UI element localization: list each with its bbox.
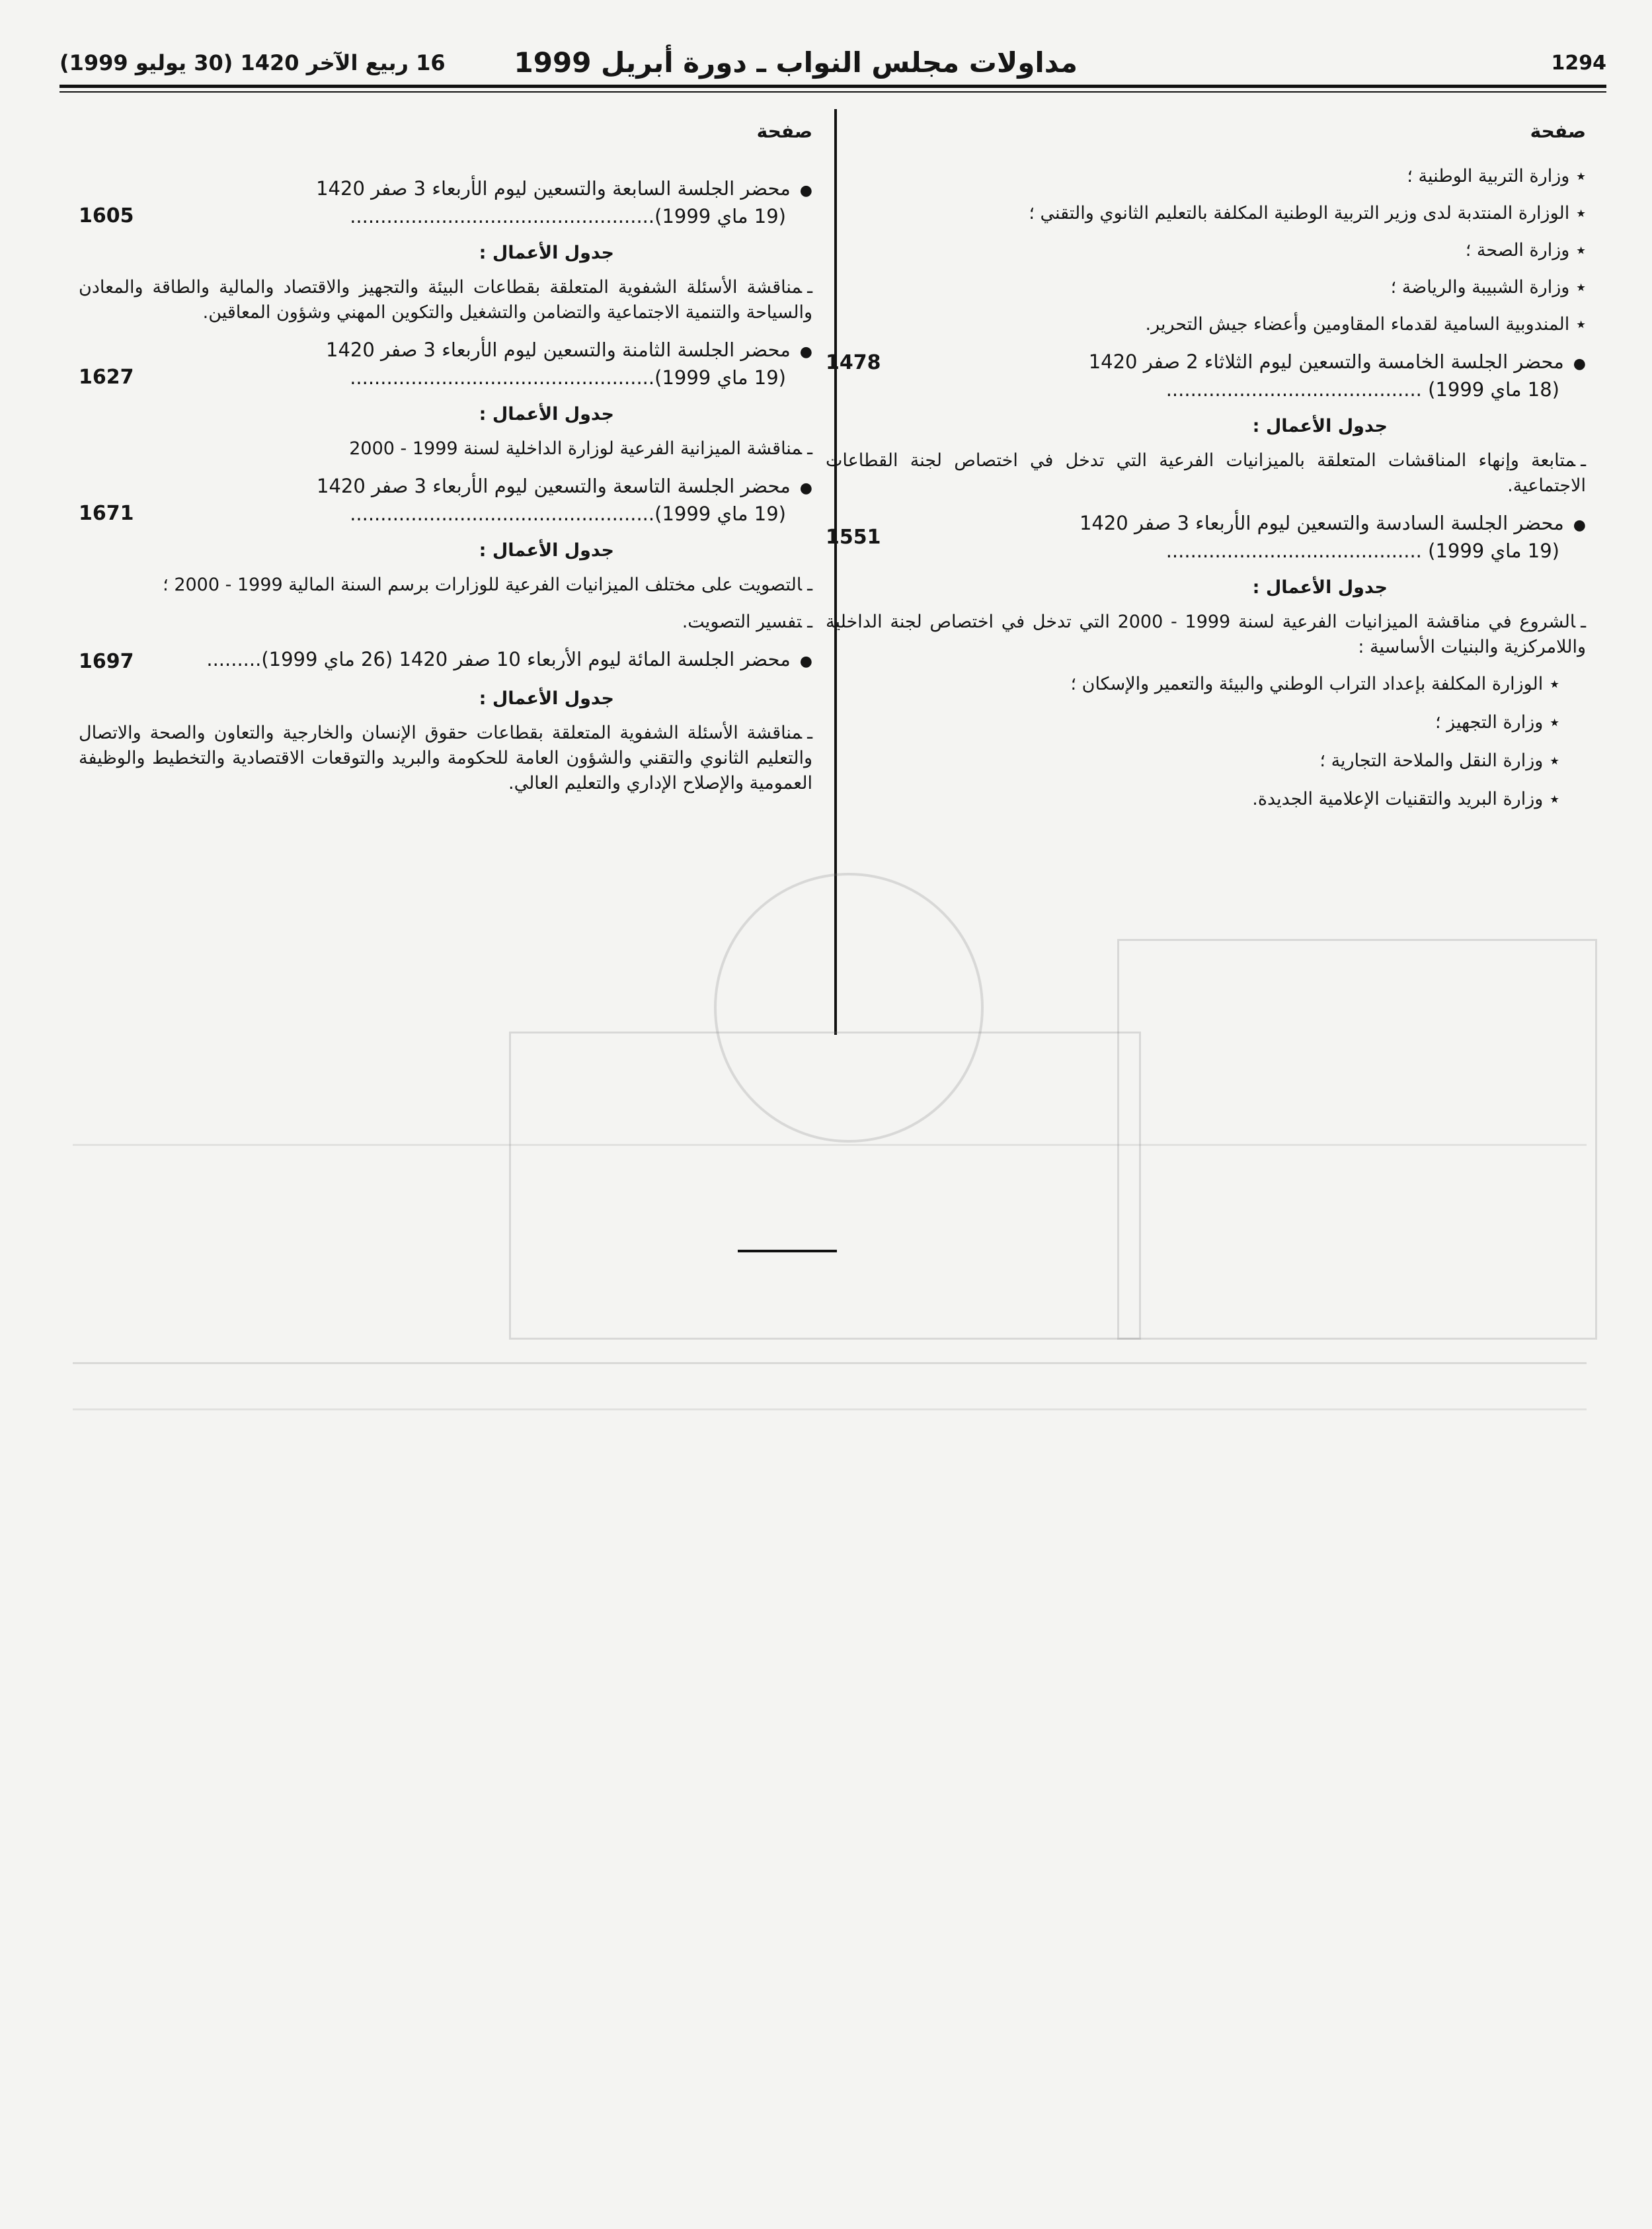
- left-page-label: صفحة: [756, 120, 812, 142]
- agenda-heading: جدول الأعمال :: [479, 404, 614, 425]
- session-96-page: 1551: [826, 526, 881, 549]
- agenda-text: ـمتابعة وإنهاء المناقشات المتعلقة بالميزانيات الفرعية التي تدخل في اختصاص لجنة القطاعات الاجتماعية.: [826, 450, 1586, 496]
- agenda-heading: جدول الأعمال :: [1252, 577, 1388, 598]
- list-item: ٭الوزارة المنتدبة لدى وزير التربية الوطنية المكلفة بالتعليم الثانوي والتقني ؛: [1029, 203, 1586, 223]
- bleed-through-box: [1117, 939, 1597, 1340]
- header-rule-thick: [59, 85, 1606, 88]
- bleed-through-rule: [73, 1362, 1587, 1364]
- session-98-entry: ●محضر الجلسة الثامنة والتسعين ليوم الأربعاء 3 صفر 1420 (19 ماي 1999).................................................. 1627: [79, 339, 812, 389]
- agenda-text: ـمناقشة الميزانية الفرعية لوزارة الداخلية لسنة 1999 - 2000: [349, 438, 812, 459]
- agenda-text: ـمناقشة الأسئلة الشفوية المتعلقة بقطاعات البيئة والتجهيز والاقتصاد والمالية والطاقة والمعادن والسياحة والتنمية الاجتماعية والتضامن والتشغيل والتكوين المهني وشؤون المعاقين.: [79, 277, 812, 323]
- page-number: 1294: [1551, 52, 1606, 75]
- agenda-heading: جدول الأعمال :: [479, 243, 614, 263]
- session-96-entry: ●محضر الجلسة السادسة والتسعين ليوم الأربعاء 3 صفر 1420 (19 ماي 1999) .......................................... 1551: [826, 512, 1586, 562]
- right-column: [826, 119, 1586, 825]
- bleed-through-rule-2: [73, 1408, 1587, 1410]
- session-95-page: 1478: [826, 351, 881, 374]
- left-column: [79, 119, 812, 808]
- list-item: ٭الوزارة المكلفة بإعداد التراب الوطني والبيئة والتعمير والإسكان ؛: [1070, 674, 1559, 694]
- right-page-label: صفحة: [1530, 120, 1586, 142]
- session-95-entry: ●محضر الجلسة الخامسة والتسعين ليوم الثلاثاء 2 صفر 1420 (18 ماي 1999) .......................................... 1478: [826, 350, 1586, 401]
- list-item: ٭وزارة البريد والتقنيات الإعلامية الجديدة.: [1252, 789, 1559, 809]
- list-item: ٭وزارة النقل والملاحة التجارية ؛: [1319, 750, 1559, 771]
- session-100-entry: ●محضر الجلسة المائة ليوم الأربعاء 10 صفر 1420 (26 ماي 1999)......... 1697: [79, 648, 812, 673]
- agenda-text: ـمناقشة الأسئلة الشفوية المتعلقة بقطاعات حقوق الإنسان والخارجية والتعاون والصحة والاتصال والتعليم الثانوي والتقني والشؤون العامة للحكومة والبريد والتوقعات الاقتصادية والتخطيط والوظيفة العمومية والإصلاح الإداري والتعليم العالي.: [79, 723, 812, 793]
- list-item: ٭المندوبية السامية لقدماء المقاومين وأعضاء جيش التحرير.: [1145, 314, 1586, 335]
- agenda-heading: جدول الأعمال :: [479, 688, 614, 709]
- session-99-entry: ●محضر الجلسة التاسعة والتسعين ليوم الأربعاء 3 صفر 1420 (19 ماي 1999).................................................. 1671: [79, 475, 812, 525]
- list-item: ٭وزارة الشبيبة والرياضة ؛: [1390, 277, 1586, 298]
- issue-date: 16 ربيع الآخر 1420 (30 يوليو 1999): [59, 50, 446, 75]
- list-item: ٭وزارة التربية الوطنية ؛: [1407, 166, 1586, 186]
- list-item: ٭وزارة الصحة ؛: [1465, 240, 1586, 261]
- agenda-heading: جدول الأعمال :: [1252, 416, 1388, 436]
- agenda-text: ـالشروع في مناقشة الميزانيات الفرعية لسنة 1999 - 2000 التي تدخل في اختصاص لجنة الداخلية واللامركزية والبنيات الأساسية :: [826, 612, 1586, 657]
- header-rule-thin: [59, 91, 1606, 93]
- agenda-text: ـالتصويت على مختلف الميزانيات الفرعية للوزارات برسم السنة المالية 1999 - 2000 ؛: [163, 575, 812, 595]
- bleed-through-stamp: [714, 873, 984, 1143]
- session-97-entry: ●محضر الجلسة السابعة والتسعين ليوم الأربعاء 3 صفر 1420 (19 ماي 1999).................................................. 1605: [79, 177, 812, 227]
- list-item: ٭وزارة التجهيز ؛: [1435, 712, 1559, 733]
- bleed-through-rule-3: [73, 1144, 1587, 1146]
- page-header: [59, 46, 1606, 86]
- short-rule: [738, 1250, 837, 1252]
- agenda-text: ـتفسير التصويت.: [682, 612, 812, 632]
- page-title: مداولات مجلس النواب ـ دورة أبريل 1999: [514, 46, 1078, 79]
- agenda-heading: جدول الأعمال :: [479, 540, 614, 561]
- session-97-page: 1605: [79, 204, 134, 227]
- session-99-page: 1671: [79, 502, 134, 525]
- session-98-page: 1627: [79, 366, 134, 389]
- session-100-page: 1697: [79, 650, 134, 673]
